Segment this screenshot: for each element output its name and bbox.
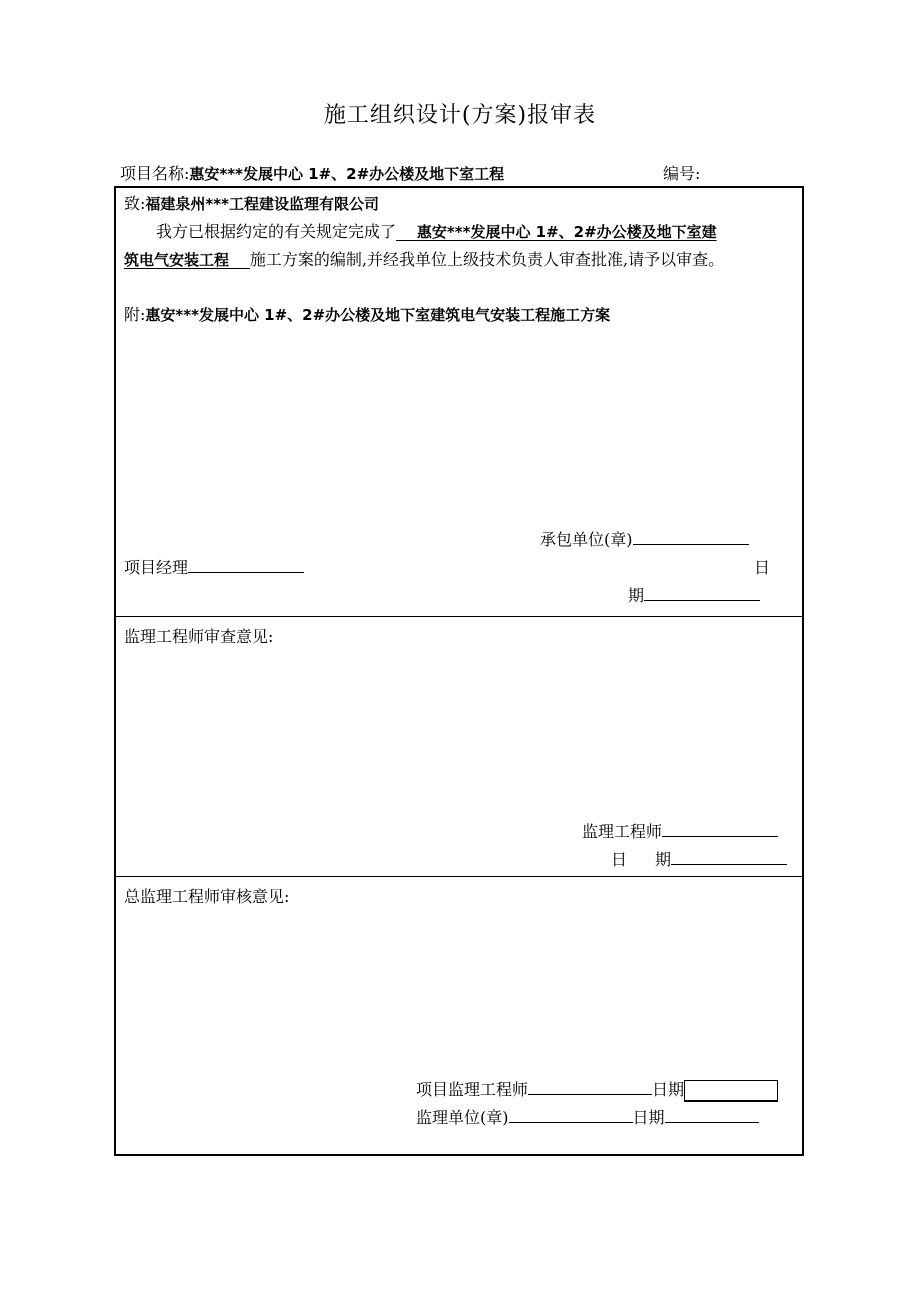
date-char-ri: 日 xyxy=(754,558,771,577)
supervision-unit-blank[interactable] xyxy=(509,1108,633,1123)
manager-row xyxy=(124,555,304,578)
date-label-2: 日期 xyxy=(632,1108,665,1127)
date-blank-1[interactable] xyxy=(644,586,760,601)
attachment-text: 惠安***发展中心 1#、2#办公楼及地下室建筑电气安装工程施工方案 xyxy=(145,306,611,324)
date-blank-2[interactable] xyxy=(665,1108,759,1123)
addressee-name: 福建泉州***工程建设监理有限公司 xyxy=(145,195,379,213)
project-label: 项目名称: xyxy=(120,164,190,183)
section-divider-2 xyxy=(114,876,804,877)
body-line-2 xyxy=(124,247,724,270)
section-divider-1 xyxy=(114,616,804,617)
contractor-label: 承包单位(章) xyxy=(540,530,633,549)
date-label-1: 日期 xyxy=(652,1080,685,1099)
engineer-row xyxy=(582,819,778,842)
body-project-part2 xyxy=(124,251,250,269)
date-box-1[interactable] xyxy=(684,1080,778,1102)
date-char-qi: 期 xyxy=(628,586,645,605)
body-prefix: 我方已根据约定的有关规定完成了 xyxy=(156,222,397,241)
manager-blank[interactable] xyxy=(188,558,304,573)
supervision-unit-label: 监理单位(章) xyxy=(416,1108,509,1127)
supervision-unit-row xyxy=(416,1105,759,1128)
project-name: 惠安***发展中心 1#、2#办公楼及地下室工程 xyxy=(189,165,505,183)
project-name-row xyxy=(120,161,504,184)
engineer-blank[interactable] xyxy=(662,822,778,837)
form-frame xyxy=(114,186,804,1156)
body-suffix: 施工方案的编制,并经我单位上级技术负责人审查批准,请予以审查。 xyxy=(249,250,725,269)
body-project-line2: 筑电气安装工程 xyxy=(124,251,230,269)
attachment-row xyxy=(124,302,610,325)
engineer-date-qi: 期 xyxy=(655,850,672,869)
engineer-date-ri: 日 xyxy=(611,850,628,869)
number-label: 编号: xyxy=(663,164,701,183)
to-label: 致: xyxy=(124,194,146,213)
project-supervisor-label: 项目监理工程师 xyxy=(416,1080,529,1099)
contractor-seal-row xyxy=(540,527,749,550)
project-supervisor-blank[interactable] xyxy=(528,1080,652,1095)
body-project-part1 xyxy=(396,223,717,241)
manager-label: 项目经理 xyxy=(124,558,189,577)
project-supervisor-row xyxy=(416,1077,778,1102)
engineer-date-row xyxy=(611,847,787,870)
chief-review-heading: 总监理工程师审核意见: xyxy=(124,887,290,906)
date-row-1 xyxy=(628,583,760,606)
attach-label: 附: xyxy=(124,305,146,324)
engineer-date-blank[interactable] xyxy=(671,850,787,865)
engineer-label: 监理工程师 xyxy=(582,822,663,841)
body-line-1 xyxy=(156,219,717,242)
addressee-row xyxy=(124,191,379,214)
contractor-blank[interactable] xyxy=(633,530,749,545)
page-title: 施工组织设计(方案)报审表 xyxy=(323,103,597,128)
engineer-review-heading: 监理工程师审查意见: xyxy=(124,627,274,646)
body-project-line1: 惠安***发展中心 1#、2#办公楼及地下室建 xyxy=(416,223,717,241)
